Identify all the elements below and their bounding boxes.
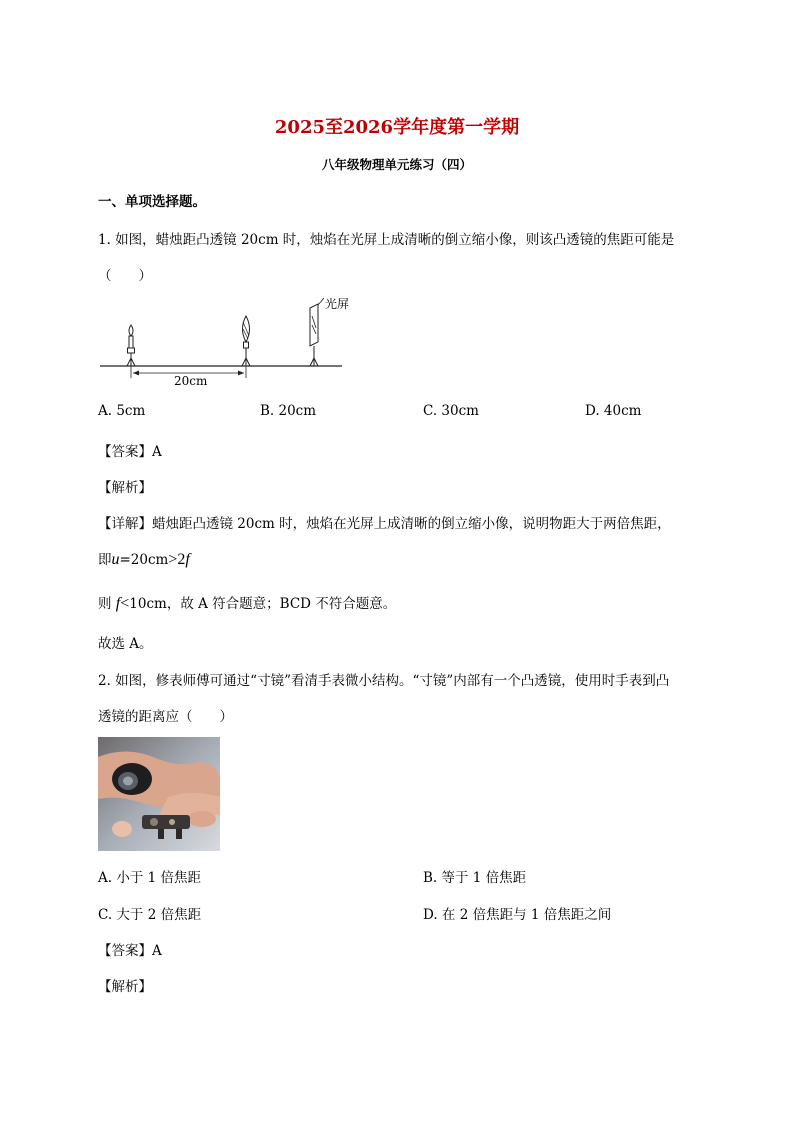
q2-option-b[interactable]: B. 等于 1 倍焦距	[423, 870, 527, 886]
math-prefix: 则	[98, 596, 112, 612]
light-screen-icon	[310, 298, 324, 366]
math-lt: <	[120, 595, 130, 612]
math-var-f: f	[115, 595, 121, 612]
page-title: 2025至2026学年度第一学期	[274, 117, 520, 138]
q2-option-d[interactable]: D. 在 2 倍焦距与 1 倍焦距之间	[423, 907, 612, 923]
math-gt: >	[168, 551, 178, 568]
q1-analysis-label: 【解析】	[98, 480, 152, 496]
distance-label: 20cm	[174, 374, 208, 388]
q2-option-a[interactable]: A. 小于 1 倍焦距	[98, 870, 202, 886]
q2-stem-line1: 2. 如图，修表师傅可通过“寸镜”看清手表微小结构。“寸镜”内部有一个凸透镜，使用时手表到凸	[98, 673, 670, 689]
q1-stem-line1: 1. 如图，蜡烛距凸透镜 20cm 时，烛焰在光屏上成清晰的倒立缩小像，则该凸透镜的焦距可能是	[98, 232, 675, 248]
q1-lens-figure	[96, 292, 366, 388]
candle-icon	[127, 325, 135, 366]
math-prefix: 即	[98, 552, 112, 568]
q1-option-b[interactable]: B. 20cm	[260, 403, 317, 419]
math-value: 10cm	[129, 596, 167, 612]
q1-conclusion: 故选 A。	[98, 636, 153, 652]
math-num: 2	[177, 551, 186, 568]
q1-answer: 【答案】A	[98, 444, 162, 460]
q1-detail: 【详解】蜡烛距凸透镜 20cm 时，烛焰在光屏上成清晰的倒立缩小像，说明物距大于两倍焦距，	[98, 516, 671, 532]
q1-option-c[interactable]: C. 30cm	[423, 403, 479, 419]
watchmaker-loupe-photo	[98, 737, 220, 851]
q1-option-a[interactable]: A. 5cm	[98, 403, 146, 419]
section-heading: 一、单项选择题。	[98, 194, 206, 210]
q1-math-line2	[98, 592, 396, 613]
q2-stem-line2: 透镜的距离应（ ）	[98, 709, 233, 725]
convex-lens-icon	[242, 316, 250, 366]
q2-option-c[interactable]: C. 大于 2 倍焦距	[98, 907, 202, 923]
math-var-f: f	[185, 551, 190, 568]
screen-label: 光屏	[325, 297, 350, 311]
q2-analysis-label: 【解析】	[98, 979, 152, 995]
math-mid: =20cm	[119, 552, 169, 568]
q1-stem-line2: （ ）	[98, 268, 152, 284]
q2-answer: 【答案】A	[98, 943, 162, 959]
page-subtitle: 八年级物理单元练习（四）	[321, 157, 472, 172]
math-suffix: ，故 A 符合题意；BCD 不符合题意。	[166, 596, 397, 612]
math-var-u: u	[111, 551, 120, 568]
q1-option-d[interactable]: D. 40cm	[585, 403, 642, 419]
q1-math-line1	[98, 548, 190, 569]
